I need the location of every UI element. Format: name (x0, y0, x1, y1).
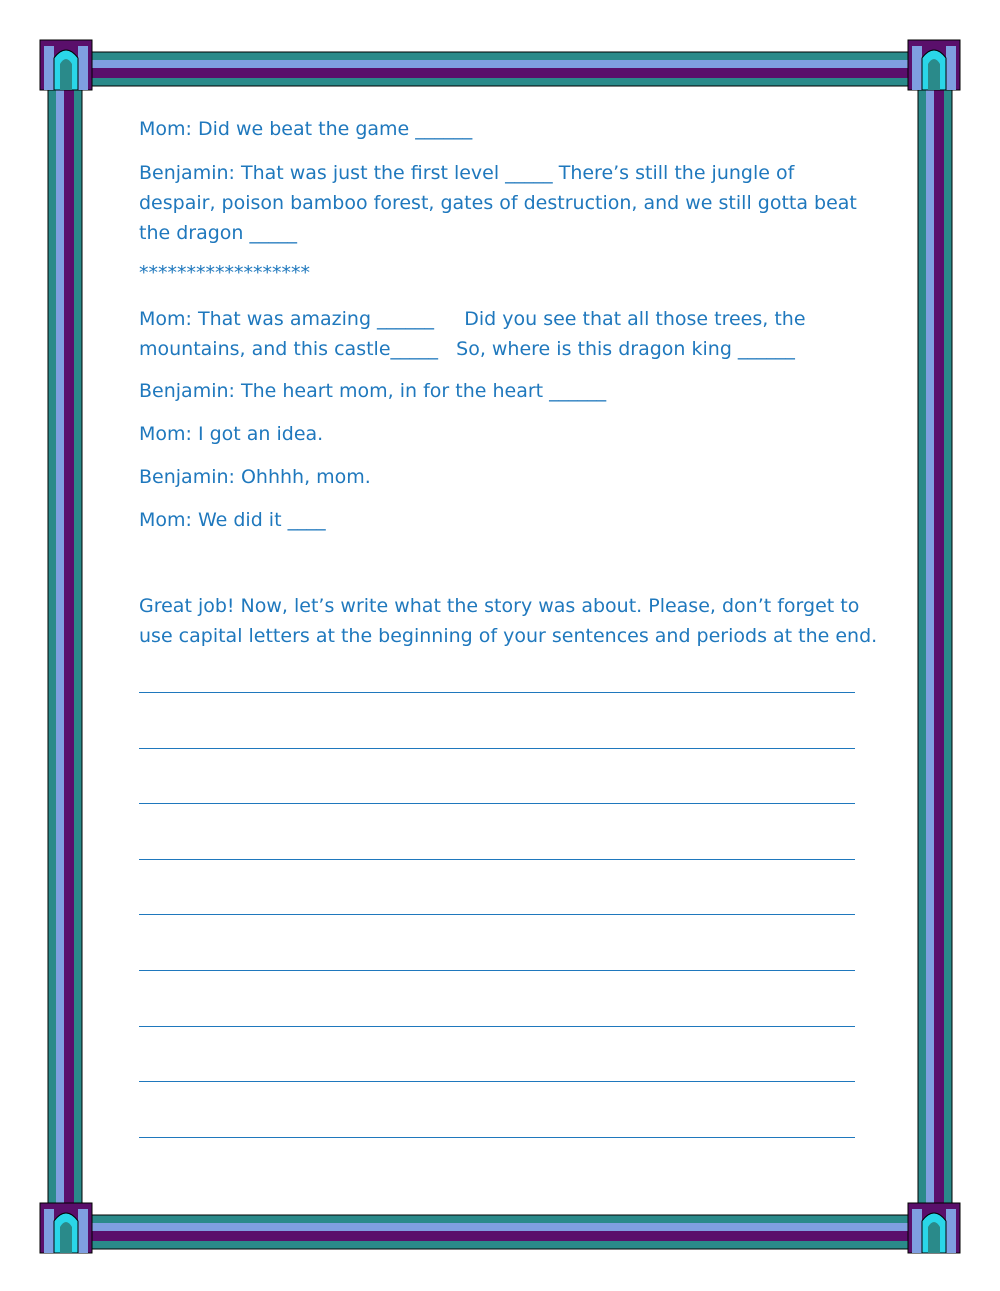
dialogue-text: Mom: I got an idea. (139, 423, 324, 445)
instruction-text: Great job! Now, let’s write what the story was about. Please, don’t forget to (139, 595, 860, 617)
writing-line[interactable] (139, 1081, 855, 1082)
dialogue-text: mountains, and this castle_____ So, where is this dragon king ______ (139, 338, 795, 360)
top-border (80, 52, 920, 86)
corner-ornament-top-right (908, 40, 960, 90)
writing-instructions (139, 591, 878, 651)
dialogue-text: Mom: Did we beat the game ______ (139, 118, 473, 140)
scene-separator (139, 258, 859, 288)
bottom-border (80, 1215, 920, 1249)
dialogue-text: the dragon _____ (139, 222, 298, 244)
worksheet-text (139, 114, 878, 651)
writing-line[interactable] (139, 748, 855, 749)
separator-text: ****************** (139, 262, 310, 284)
dialogue-line-benjamin-1 (139, 158, 859, 248)
writing-line[interactable] (139, 970, 855, 971)
dialogue-text: Mom: That was amazing ______ Did you see that all those trees, the (139, 308, 806, 330)
writing-line[interactable] (139, 803, 855, 804)
dialogue-line-mom-1 (139, 114, 859, 144)
dialogue-line-mom-3 (139, 419, 859, 449)
writing-line[interactable] (139, 914, 855, 915)
dialogue-line-benjamin-3 (139, 462, 859, 492)
writing-line[interactable] (139, 1026, 855, 1027)
dialogue-text: Benjamin: The heart mom, in for the heart ______ (139, 380, 607, 402)
right-border (918, 80, 952, 1220)
corner-ornament-bottom-left (40, 1203, 92, 1253)
dialogue-line-benjamin-2 (139, 376, 859, 406)
writing-line[interactable] (139, 859, 855, 860)
corner-ornament-bottom-right (908, 1203, 960, 1253)
dialogue-text: Mom: We did it ____ (139, 509, 326, 531)
dialogue-text: despair, poison bamboo forest, gates of destruction, and we still gotta beat (139, 192, 857, 214)
left-border (48, 80, 82, 1220)
writing-line[interactable] (139, 1137, 855, 1138)
dialogue-text: Benjamin: Ohhhh, mom. (139, 466, 371, 488)
corner-ornament-top-left (40, 40, 92, 90)
dialogue-line-mom-2 (139, 304, 859, 364)
instruction-text: use capital letters at the beginning of your sentences and periods at the end. (139, 625, 878, 647)
dialogue-text: Benjamin: That was just the first level _____ There’s still the jungle of (139, 162, 795, 184)
writing-line[interactable] (139, 692, 855, 693)
dialogue-line-mom-4 (139, 505, 859, 535)
